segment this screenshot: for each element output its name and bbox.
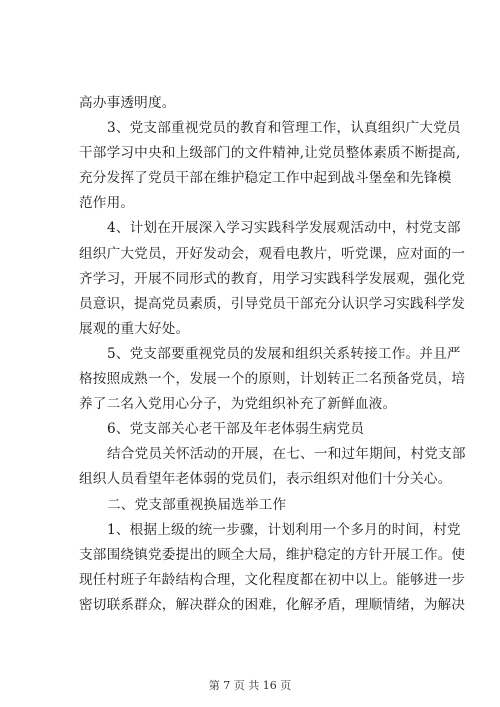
text-line: 结合党员关怀活动的开展，在七、一和过年期间，村党支部 xyxy=(107,446,466,463)
text-line: 密切联系群众，解决群众的困难，化解矛盾，理顺情绪，为解决 xyxy=(79,596,466,613)
text-line: 高办事透明度。 xyxy=(79,95,176,111)
page-footer: 第 7 页 共 16 页 xyxy=(208,679,292,692)
text-line: 组织人员看望年老体弱的党员们，表示组织对他们十分关心。 xyxy=(79,471,452,488)
text-line: 齐学习，开展不同形式的教育，用学习实践科学发展观，强化党 xyxy=(79,270,466,287)
text-line: 组织广大党员，开好发动会，观看电教片，听党课，应对面的一 xyxy=(79,245,466,262)
text-line: 范作用。 xyxy=(79,195,135,212)
text-line: 二、党支部重视换届选举工作 xyxy=(107,496,287,513)
text-line: 格按照成熟一个，发展一个的原则，计划转正二名预备党员，培 xyxy=(79,371,466,388)
body-text xyxy=(79,91,466,618)
text-line: 6、党支部关心老干部及年老体弱生病党员 xyxy=(107,421,365,438)
text-line: 展观的重大好处。 xyxy=(79,320,190,337)
text-line: 1、根据上级的统一步骤，计划利用一个多月的时间，村党 xyxy=(107,521,461,538)
text-line: 3、党支部重视党员的教育和管理工作，认真组织广大党员 xyxy=(107,120,461,137)
text-line: 现任村班子年龄结构合理，文化程度都在初中以上。能够进一步 xyxy=(79,571,466,588)
text-line: 5、党支部要重视党员的发展和组织关系转接工作。并且严 xyxy=(107,345,461,362)
text-line: 员意识，提高党员素质，引导党员干部充分认识学习实践科学发 xyxy=(79,295,466,312)
text-line: 支部围绕镇党委提出的顾全大局，维护稳定的方针开展工作。使 xyxy=(79,546,466,563)
text-line: 养了二名入党用心分子，为党组织补充了新鲜血液。 xyxy=(79,396,397,413)
text-line: 4、计划在开展深入学习实践科学发展观活动中，村党支部 xyxy=(107,220,461,237)
text-line: 充分发挥了党员干部在维护稳定工作中起到战斗堡垒和先锋模 xyxy=(79,170,452,187)
text-line: 干部学习中央和上级部门的文件精神,让党员整体素质不断提高, xyxy=(79,145,461,162)
